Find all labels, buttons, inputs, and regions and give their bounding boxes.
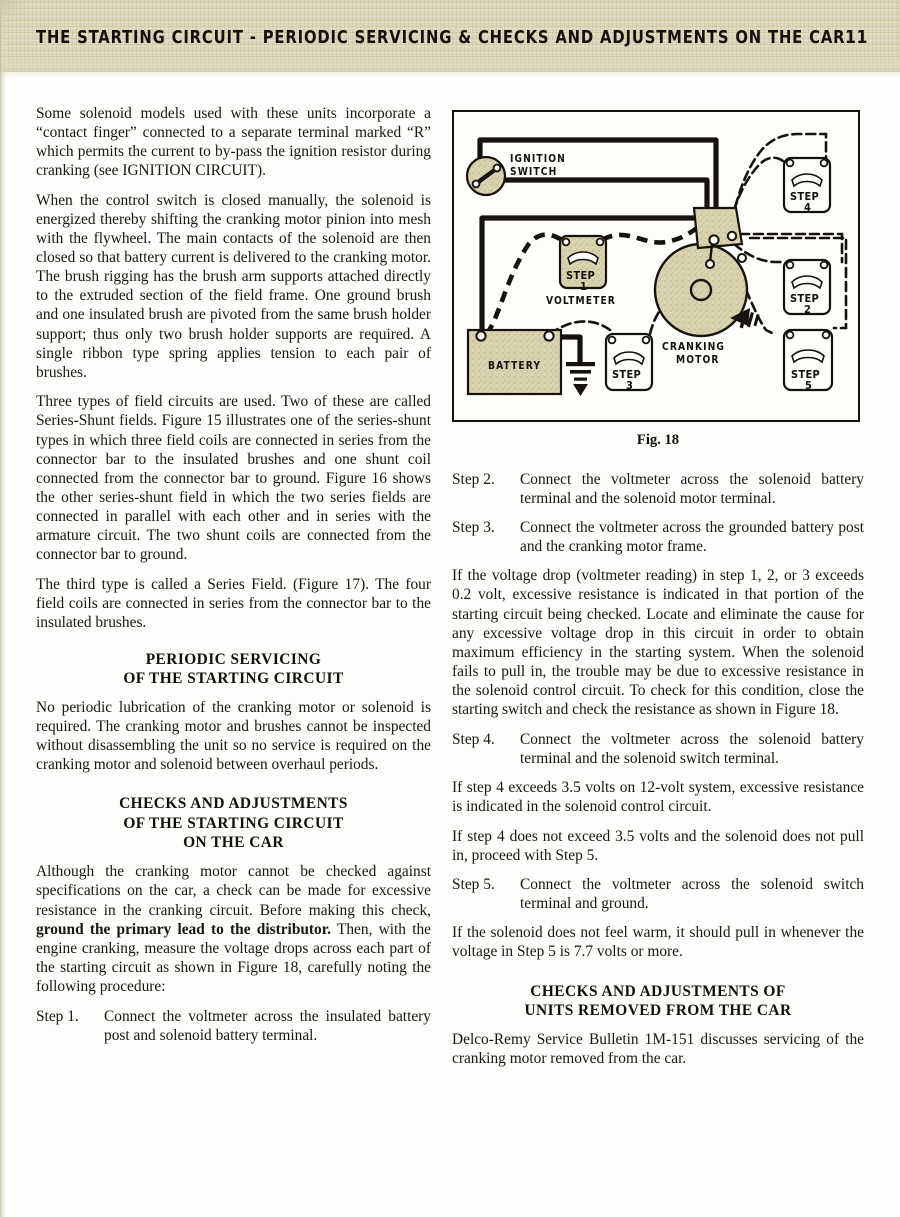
paragraph: When the control switch is closed manually, the solenoid is energized thereby shifting the cranking motor pinion into mesh with the flywheel. The main contacts of the solenoid are then closed so that battery current is delivered to the cranking motor. The brush rigging has the brush arm supports attached directly to the extruded section of the field frame. One ground brush and one insulated brush are pivoted from the same brush holder support; thus only two brush holder supports are required. A single ribbon type spring applies tension to each pair of brushes. [36,191,431,381]
heading-line: UNITS REMOVED FROM THE CAR [524,1001,792,1019]
step-text: Connect the voltmeter across the insulated battery post and solenoid battery terminal. [104,1007,431,1044]
ignition-switch-label-line2: SWITCH [510,167,558,178]
figure-border-box [452,110,860,422]
step-3-word: STEP [612,368,642,381]
cranking-motor [655,244,747,336]
heading-line: OF THE STARTING CIRCUIT [123,670,344,688]
section-heading-periodic-servicing [36,650,431,689]
cranking-motor-label-line2: MOTOR [676,355,720,366]
section-heading-checks-adjustments-on-car [36,794,431,852]
heading-line: CHECKS AND ADJUSTMENTS [119,795,348,813]
paragraph: Three types of field circuits are used. Two of these are called Series-Shunt fields. Figure 15 illustrates one of the series-shunt types in which three field coils are connected in series from the connector bar to the insulated brushes and one shunt coil connected from the connector bar to ground. Figure 16 shows the other series-shunt field in which the two series fields are connected in parallel with each other and in series with the armature circuit. The two shunt coils are connected from the connector bar to ground. [36,393,431,564]
step-text: Connect the voltmeter across the solenoid battery terminal and the solenoid switch terminal. [520,730,864,767]
figure-18 [452,110,864,449]
paragraph: Some solenoid models used with these units incorporate a “contact finger” connected to a separate terminal marked “R” which permits the current to by-pass the ignition resistor during cranking (see IGNITION CIRCUIT). [36,105,431,180]
ignition-switch [467,157,505,195]
cranking-motor-label-line1: CRANKING [662,342,726,353]
step-5-number: 5 [805,379,813,392]
paragraph: If step 4 does not exceed 3.5 volts and the solenoid does not pull in, proceed with Step 5. [452,827,864,864]
lead-step5-left [746,290,774,334]
right-text-column [452,470,864,1080]
paragraph: If the solenoid does not feel warm, it should pull in whenever the voltage in Step 5 is 7.7 volts or more. [452,924,864,961]
step-2-word: STEP [790,292,820,305]
step-5-word: STEP [791,368,821,381]
battery-label: BATTERY [488,361,542,372]
step-4-word: STEP [790,190,820,203]
paragraph: Delco-Remy Service Bulletin 1M-151 discusses servicing of the cranking motor removed from the car. [452,1031,864,1068]
scan-corner-artifact [0,0,26,26]
page-number: 11 [845,28,868,48]
left-text-column [36,104,431,1055]
step-label: Step 4. [452,730,495,748]
section-heading-checks-adjustments-units-removed [452,982,864,1021]
paragraph-part: Then, with the engine cranking, measure the voltage drops across each part of the starting circuit as shown in Figure 18, carefully noting the following procedure: [36,920,431,995]
bold-emphasis: ground the primary lead to the distributor. [36,920,332,938]
step-item-3 [452,518,864,556]
voltmeter-label: VOLTMETER [546,296,616,307]
paragraph-part: Although the cranking motor cannot be checked against specifications on the car, a check can be made for excessive resistance in the cranking circuit. Before making this check, [36,863,431,919]
step-label: Step 3. [452,519,495,537]
step-1-word: STEP [566,269,596,282]
step-text: Connect the voltmeter across the solenoid battery terminal and the solenoid motor terminal. [520,471,864,508]
step-2-number: 2 [804,303,812,316]
step-label: Step 1. [36,1007,79,1025]
paragraph: If the voltage drop (voltmeter reading) in step 1, 2, or 3 exceeds 0.2 volt, excessive resistance is indicated in that portion of the starting circuit being checked. Locate and eliminate the cause for any excessive voltage drop in this circuit in order to obtain maximum efficiency in the starting system. When the solenoid fails to pull in, the trouble may be due to excessive resistance in the solenoid control circuit. To check for this condition, close the starting switch and check the resistance as shown in Figure 18. [452,567,864,719]
step-item-4 [452,730,864,768]
step-text: Connect the voltmeter across the solenoid switch terminal and ground. [520,876,864,913]
step-text: Connect the voltmeter across the grounded battery post and the cranking motor frame. [520,519,864,556]
heading-line: ON THE CAR [183,833,284,851]
step-1-number: 1 [580,280,588,293]
step-item-5 [452,875,864,913]
heading-line: OF THE STARTING CIRCUIT [123,814,344,832]
step-item-2 [452,470,864,508]
scan-left-edge-artifact [0,0,6,1217]
heading-line: CHECKS AND ADJUSTMENTS OF [530,982,786,1000]
paragraph: If step 4 exceeds 3.5 volts on 12-volt system, excessive resistance is indicated in the solenoid control circuit. [452,778,864,815]
figure-caption: Fig. 18 [636,432,680,448]
ground-symbol [566,362,595,396]
step-4-number: 4 [804,201,812,214]
step-label: Step 2. [452,471,495,488]
step-3-number: 3 [626,379,634,392]
step-item-1 [36,1007,431,1045]
cable-ignition-switch-right-lead [494,180,707,215]
paragraph-with-bold-emphasis [36,862,431,996]
ignition-switch-label-line1: IGNITION [510,154,566,165]
paragraph: No periodic lubrication of the cranking motor or solenoid is required. The cranking motor and brushes cannot be inspected without disassembling the unit so no service is required on the cranking motor and solenoid between overhaul periods. [36,698,431,774]
step-label: Step 5. [452,876,495,894]
header-fade-edge [0,60,900,78]
heading-line: PERIODIC SERVICING [145,650,322,668]
paragraph: The third type is called a Series Field. (Figure 17). The four field coils are connected in series from the connector bar to the insulated brushes. [36,575,431,631]
page-header-title: THE STARTING CIRCUIT - PERIODIC SERVICING & CHECKS AND ADJUSTMENTS ON THE CAR [36,28,846,48]
starting-circuit-wiring-diagram [454,112,858,420]
